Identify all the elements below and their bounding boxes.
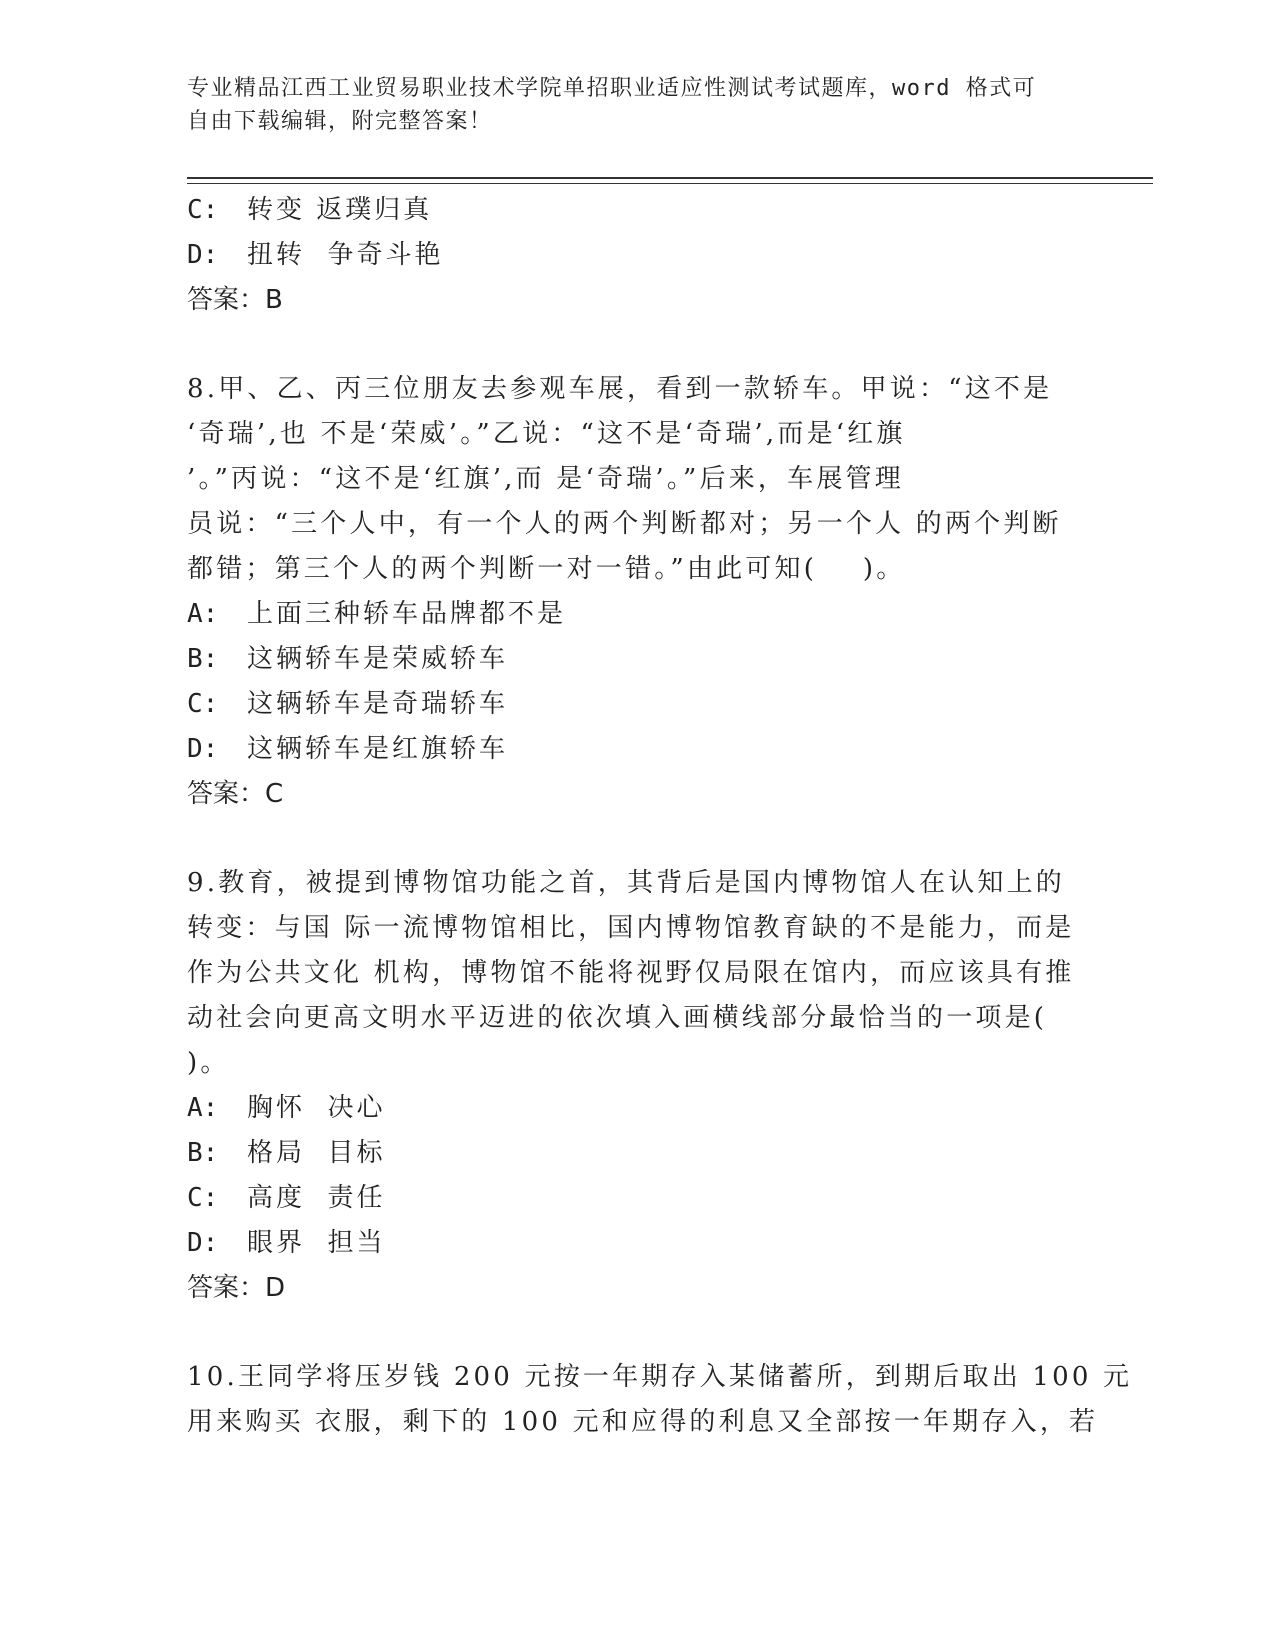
header-line-1: 专业精品江西工业贸易职业技术学院单招职业适应性测试考试题库，word 格式可 [187, 76, 1037, 101]
question-text-line: 8.甲、乙、丙三位朋友去参观车展，看到一款轿车。甲说：“这不是 [187, 374, 1053, 404]
option-key: C: [187, 689, 219, 719]
option-text: 高度 责任 [247, 1183, 386, 1213]
option-text: 胸怀 决心 [247, 1093, 386, 1123]
answer-line: 答案：D [187, 1273, 286, 1303]
document-body [187, 188, 1133, 1445]
question-text-line: 员说：“三个人中，有一个人的两个判断都对；另一个人 的两个判断 [187, 509, 1062, 539]
option-text: 上面三种轿车品牌都不是 [247, 599, 567, 629]
question-text-line: 10.王同学将压岁钱 200 元按一年期存入某储蓄所，到期后取出 100 元 [187, 1362, 1133, 1392]
prev-question-options [187, 188, 1067, 278]
option-key: A: [187, 1093, 219, 1123]
question-text-line: )。 [187, 1048, 230, 1078]
option-d [187, 233, 1067, 278]
header-line-2: 自由下载编辑，附完整答案！ [187, 109, 493, 134]
option-text: 眼界 担当 [247, 1228, 386, 1258]
option-key: B: [187, 1138, 219, 1168]
option-key: B: [187, 644, 219, 674]
question-text-line: 都错；第三个人的两个判断一对一错。”由此可知( )。 [187, 554, 906, 584]
option-b [187, 1131, 1067, 1176]
option-key: C: [187, 1183, 219, 1213]
option-b [187, 637, 1067, 682]
header-rule-thin [187, 183, 1153, 184]
question-8 [187, 367, 1067, 817]
option-text: 转变 返璞归真 [247, 195, 433, 225]
option-a [187, 592, 1067, 637]
option-d [187, 727, 1067, 772]
question-text-line: 转变：与国 际一流博物馆相比，国内博物馆教育缺的不是能力，而是 [187, 913, 1075, 943]
option-key: D: [187, 734, 219, 764]
question-10 [187, 1355, 1133, 1445]
question-text-line: 9.教育，被提到博物馆功能之首，其背后是国内博物馆人在认知上的 [187, 868, 1066, 898]
option-text: 格局 目标 [247, 1138, 386, 1168]
option-key: A: [187, 599, 219, 629]
option-key: D: [187, 1228, 219, 1258]
option-c [187, 188, 1067, 233]
option-key: C: [187, 195, 219, 225]
option-text: 这辆轿车是红旗轿车 [247, 734, 509, 764]
option-text: 这辆轿车是荣威轿车 [247, 644, 509, 674]
question-text-line: ’。”丙说：“这不是‘红旗’,而 是‘奇瑞’。”后来，车展管理 [187, 464, 904, 494]
question-text-line: 作为公共文化 机构，博物馆不能将视野仅局限在馆内，而应该具有推 [187, 958, 1075, 988]
question-9 [187, 861, 1075, 1311]
answer-line: 答案：B [187, 285, 283, 315]
option-text: 扭转 争奇斗艳 [247, 240, 444, 270]
question-text-line: 动社会向更高文明水平迈进的依次填入画横线部分最恰当的一项是( [187, 1003, 1048, 1033]
header-rule-thick [187, 177, 1153, 179]
question-text-line: 用来购买 衣服，剩下的 100 元和应得的利息又全部按一年期存入，若 [187, 1407, 1099, 1437]
option-text: 这辆轿车是奇瑞轿车 [247, 689, 509, 719]
option-c [187, 682, 1067, 727]
option-a [187, 1086, 1067, 1131]
page-header [187, 72, 1067, 138]
option-c [187, 1176, 1067, 1221]
option-key: D: [187, 240, 219, 270]
answer-line: 答案：C [187, 779, 284, 809]
question-text-line: ‘奇瑞’,也 不是‘荣威’。”乙说：“这不是‘奇瑞’,而是‘红旗 [187, 419, 906, 449]
option-d [187, 1221, 1067, 1266]
